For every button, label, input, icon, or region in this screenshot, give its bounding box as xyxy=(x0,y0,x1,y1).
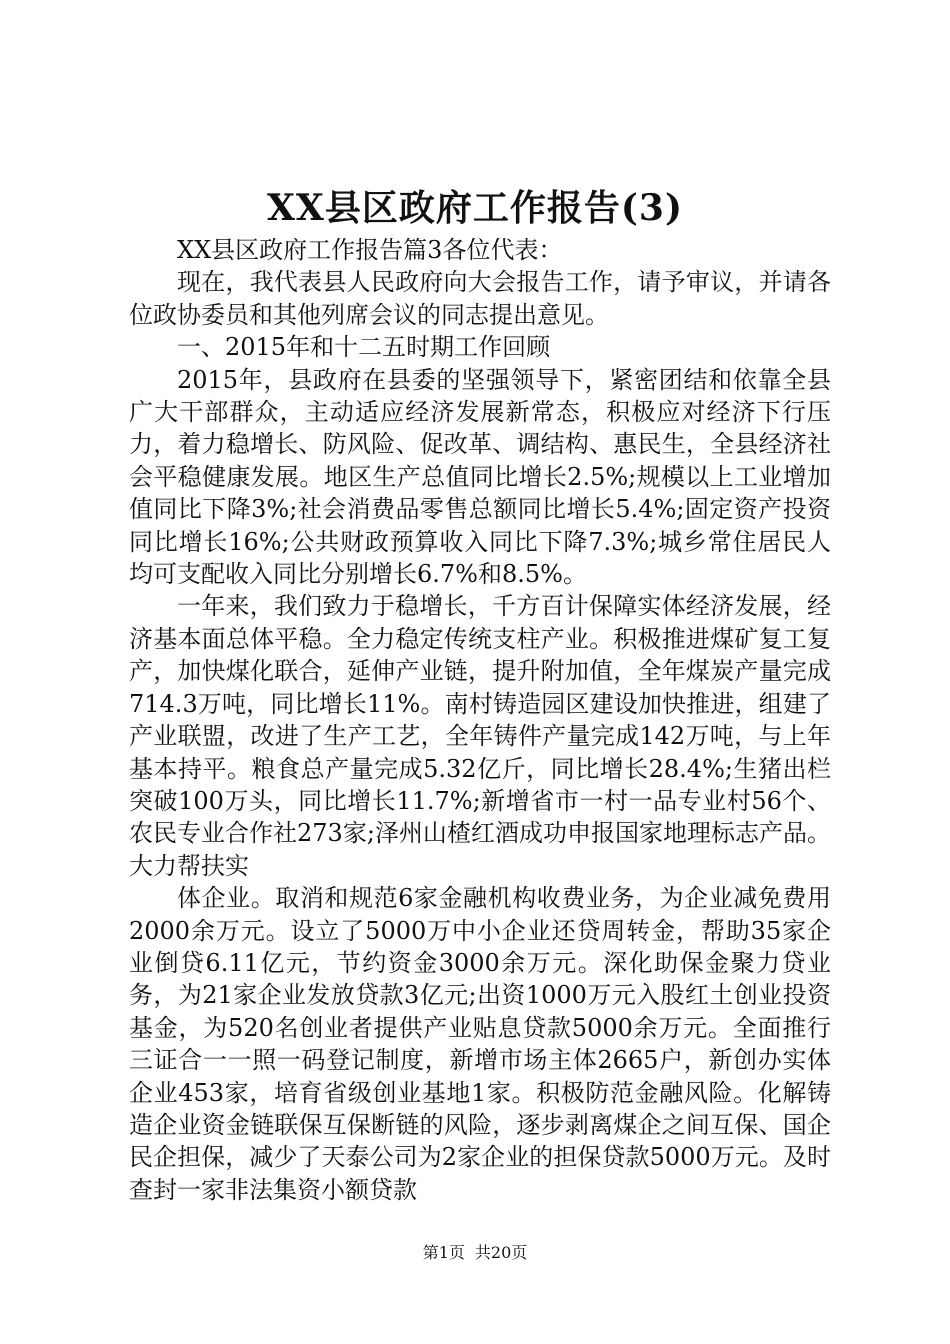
page-footer xyxy=(0,1242,950,1264)
document-title: XX县区政府工作报告(3) xyxy=(267,187,683,229)
document-body xyxy=(129,234,831,1206)
paragraph-salutation: XX县区政府工作报告篇3各位代表： xyxy=(177,236,563,264)
section-heading: 一、2015年和十二五时期工作回顾 xyxy=(177,333,551,362)
paragraph-stable-growth: 一年来，我们致力于稳增长，千方百计保障实体经济发展，经济基本面总体平稳。全力稳定传统支柱产业。积极推进煤矿复工复产，加快煤化联合，延伸产业链，提升附加值，全年煤炭产量完成714.3万吨，同比增长11%。南村铸造园区建设加快推进，组建了产业联盟，改进了生产工艺，全年铸件产量完成142万吨，与上年基本持平。粮食总产量完成5.32亿斤，同比增长28.4%;生猪出栏突破100万头，同比增长11.7%;新增省市一村一品专业村56个、农民专业合作社273家;泽州山楂红酒成功申报国家地理标志产品。大力帮扶实 xyxy=(129,592,831,880)
paragraph-opening: 现在，我代表县人民政府向大会报告工作，请予审议，并请各位政协委员和其他列席会议的同志提出意见。 xyxy=(129,268,831,329)
page-number: 第1页 xyxy=(422,1243,465,1262)
page-total: 共20页 xyxy=(474,1243,528,1262)
paragraph-enterprise-support: 体企业。取消和规范6家金融机构收费业务，为企业减免费用2000余万元。设立了5000万中小企业还贷周转金，帮助35家企业倒贷6.11亿元，节约资金3000余万元。深化助保金聚力贷业务，为21家企业发放贷款3亿元;出资1000万元入股红土创业投资基金，为520名创业者提供产业贴息贷款5000余万元。全面推行三证合一一照一码登记制度，新增市场主体2665户，新创办实体企业453家，培育省级创业基地1家。积极防范金融风险。化解铸造企业资金链联保互保断链的风险，逐步剥离煤企之间互保、国企民企担保，减少了天泰公司为2家企业的担保贷款5000万元。及时查封一家非法集资小额贷款 xyxy=(129,884,831,1204)
paragraph-summary-2015: 2015年，县政府在县委的坚强领导下，紧密团结和依靠全县广大干部群众，主动适应经济发展新常态，积极应对经济下行压力，着力稳增长、防风险、促改革、调结构、惠民生，全县经济社会平稳健康发展。地区生产总值同比增长2.5%;规模以上工业增加值同比下降3%;社会消费品零售总额同比增长5.4%;固定资产投资同比增长16%;公共财政预算收入同比下降7.3%;城乡常住居民人均可支配收入同比分别增长6.7%和8.5%。 xyxy=(129,365,831,589)
